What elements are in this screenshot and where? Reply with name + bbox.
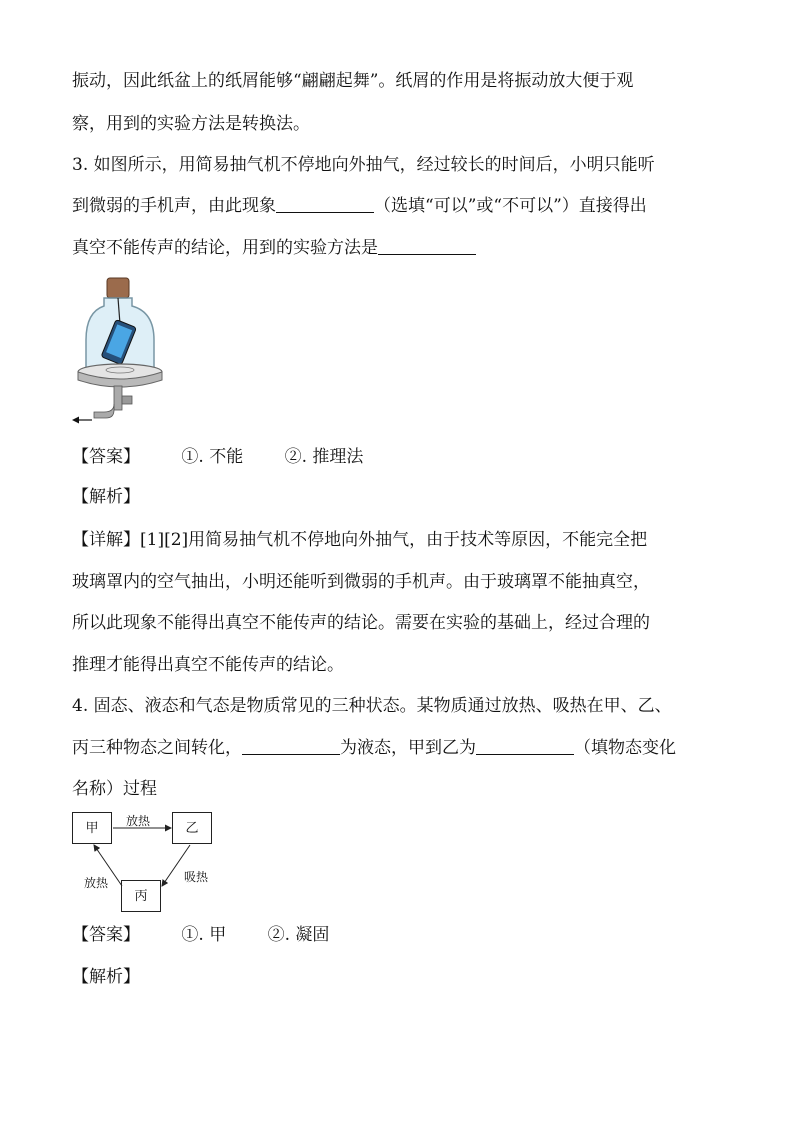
q3-stem-line-3 [72, 237, 476, 259]
q3-answer-tag: 【答案】 [72, 447, 140, 467]
q3-stem-line-2 [72, 195, 647, 217]
q3-detail-line-2: 玻璃罩内的空气抽出，小明还能听到微弱的手机声。由于玻璃罩不能抽真空， [72, 572, 650, 592]
valve-handle [122, 396, 132, 404]
q4-blank-2[interactable] [476, 738, 574, 755]
bell-jar-vacuum-figure [70, 272, 170, 430]
state-box-bing: 丙 [121, 880, 161, 912]
q4-answer-2: ②. 凝固 [267, 925, 330, 945]
q3-blank-2[interactable] [378, 238, 476, 255]
q4-blank-1[interactable] [242, 738, 340, 755]
q3-answer-row [72, 446, 363, 468]
q4-answer-1: ①. 甲 [181, 925, 227, 945]
q4-answer-row [72, 924, 329, 946]
prev-explanation-line-1: 振动，因此纸盆上的纸屑能够“翩翩起舞”。纸屑的作用是将振动放大便于观 [72, 71, 634, 91]
label-yi-to-bing: 吸热 [184, 870, 209, 884]
q4-answer-tag: 【答案】 [72, 925, 140, 945]
q3-answer-2: ②. 推理法 [284, 447, 364, 467]
state-change-diagram [72, 810, 222, 914]
outflow-arrow-head [72, 417, 79, 424]
cork-stopper [107, 278, 129, 298]
q4-stem-text-b: 为液态，甲到乙为 [340, 738, 476, 758]
q4-stem-line-2 [72, 737, 676, 759]
prev-explanation-line-2: 察，用到的实验方法是转换法。 [72, 114, 310, 134]
q3-stem-text-a: 到微弱的手机声，由此现象 [72, 196, 276, 216]
q4-stem-line-3: 名称）过程 [72, 779, 157, 799]
q3-detail-line-3: 所以此现象不能得出真空不能传声的结论。需要在实验的基础上，经过合理的 [72, 613, 650, 633]
pipe-vertical [114, 386, 122, 410]
label-bing-to-jia: 放热 [84, 876, 109, 890]
q3-stem-line-1: 3. 如图所示，用简易抽气机不停地向外抽气，经过较长的时间后，小明只能听 [72, 155, 655, 175]
q4-analysis-tag: 【解析】 [72, 967, 140, 987]
q3-detail-line-4: 推理才能得出真空不能传声的结论。 [72, 655, 344, 675]
q3-stem-text-c: 真空不能传声的结论，用到的实验方法是 [72, 238, 378, 258]
state-box-jia: 甲 [72, 812, 112, 844]
q4-stem-text-a: 丙三种物态之间转化， [72, 738, 242, 758]
q3-blank-1[interactable] [276, 196, 374, 213]
q4-stem-text-c: （填物态变化 [574, 738, 676, 758]
q4-stem-line-1: 4. 固态、液态和气态是物质常见的三种状态。某物质通过放热、吸热在甲、乙、 [72, 696, 672, 716]
state-box-yi: 乙 [172, 812, 212, 844]
label-jia-to-yi: 放热 [126, 814, 151, 828]
q3-analysis-tag: 【解析】 [72, 487, 140, 507]
pipe-elbow [94, 404, 114, 418]
q3-stem-text-b: （选填“可以”或“不可以”）直接得出 [374, 196, 647, 216]
q3-detail-line-1: 【详解】[1][2]用简易抽气机不停地向外抽气，由于技术等原因，不能完全把 [72, 530, 648, 550]
q3-answer-1: ①. 不能 [181, 447, 244, 467]
